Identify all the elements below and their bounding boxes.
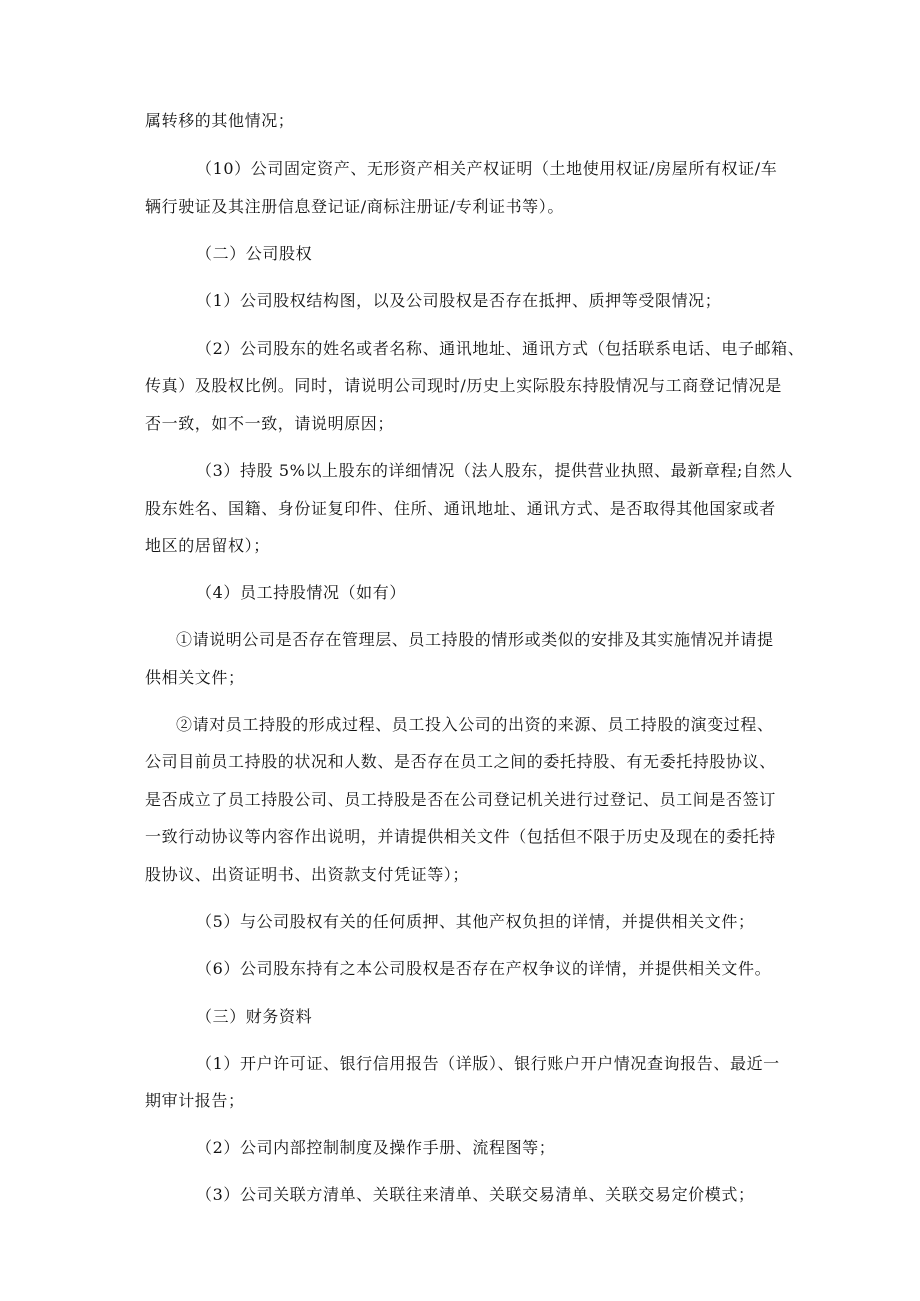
text-line: （5）与公司股权有关的任何质押、其他产权负担的详情，并提供相关文件； xyxy=(196,912,755,931)
text-line: 股协议、出资证明书、出资款支付凭证等）； xyxy=(145,865,470,884)
text-line: 地区的居留权）； xyxy=(145,536,270,555)
text-line: （10）公司固定资产、无形资产相关产权证明（土地使用权证/房屋所有权证/车 xyxy=(196,159,778,178)
text-line: 股东姓名、国籍、身份证复印件、住所、通讯地址、通讯方式、是否取得其他国家或者 xyxy=(145,499,776,518)
section-heading: （三）财务资料 xyxy=(196,1007,313,1026)
text-line: （3）持股 5%以上股东的详细情况（法人股东，提供营业执照、最新章程;自然人 xyxy=(196,461,793,480)
text-line: （4）员工持股情况（如有） xyxy=(196,583,406,602)
text-line: （1）公司股权结构图，以及公司股权是否存在抵押、质押等受限情况； xyxy=(196,291,722,310)
text-line: 是否成立了员工持股公司、员工持股是否在公司登记机关进行过登记、员工间是否签订 xyxy=(145,790,776,809)
section-heading: （二）公司股权 xyxy=(196,244,313,263)
text-line: 传真）及股权比例。同时，请说明公司现时/历史上实际股东持股情况与工商登记情况是 xyxy=(145,376,782,395)
text-line: （3）公司关联方清单、关联往来清单、关联交易清单、关联交易定价模式； xyxy=(196,1185,755,1204)
text-line: 一致行动协议等内容作出说明，并请提供相关文件（包括但不限于历史及现在的委托持 xyxy=(145,827,776,846)
text-line: 属转移的其他情况； xyxy=(145,111,295,130)
text-line: （2）公司内部控制制度及操作手册、流程图等； xyxy=(196,1138,556,1157)
text-line: 辆行驶证及其注册信息登记证/商标注册证/专利证书等）。 xyxy=(145,197,564,216)
text-line: （1）开户许可证、银行信用报告（详版）、银行账户开户情况查询报告、最近一 xyxy=(196,1054,780,1073)
text-line: 否一致，如不一致，请说明原因； xyxy=(145,414,395,433)
text-line: 供相关文件； xyxy=(145,668,245,687)
text-line: 期审计报告； xyxy=(145,1091,245,1110)
text-line: 公司目前员工持股的状况和人数、是否存在员工之间的委托持股、有无委托持股协议、 xyxy=(145,752,776,771)
text-line: ①请说明公司是否存在管理层、员工持股的情形或类似的安排及其实施情况并请提 xyxy=(176,630,774,649)
text-line: （2）公司股东的姓名或者名称、通讯地址、通讯方式（包括联系电话、电子邮箱、 xyxy=(196,339,805,358)
text-line: （6）公司股东持有之本公司股权是否存在产权争议的详情，并提供相关文件。 xyxy=(196,959,772,978)
text-line: ②请对员工持股的形成过程、员工投入公司的出资的来源、员工持股的演变过程、 xyxy=(176,715,774,734)
